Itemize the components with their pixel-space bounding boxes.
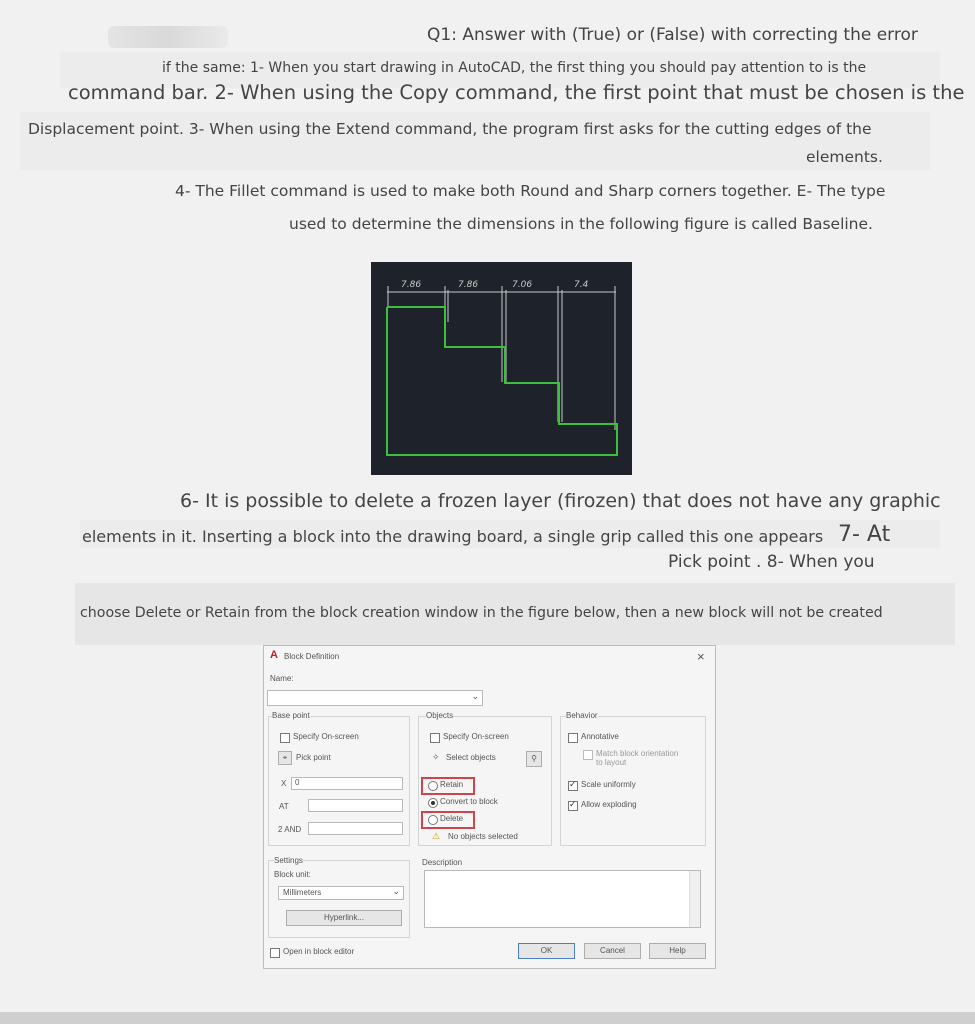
scale-uniformly-checkbox[interactable] (568, 781, 578, 791)
y-label: AT (279, 802, 289, 811)
delete-label: Delete (440, 814, 464, 823)
dimension-label-3: 7.06 (512, 280, 533, 290)
block-unit-value: Millimeters (283, 888, 322, 897)
convert-label: Convert to block (440, 797, 498, 806)
name-label: Name: (270, 674, 294, 683)
pick-point-label: Pick point (296, 753, 331, 762)
objects-status: No objects selected (448, 832, 518, 841)
question-line-9: 7- At (838, 522, 891, 547)
x-label: X (281, 779, 287, 788)
name-combobox[interactable] (267, 690, 483, 706)
question-line-6: used to determine the dimensions in the following figure is called Baseline. (289, 215, 873, 233)
hyperlink-button[interactable]: Hyperlink... (286, 910, 402, 926)
scale-uniformly-label: Scale uniformly (581, 780, 636, 789)
dialog-title: Block Definition (284, 652, 340, 661)
pick-point-button[interactable]: ⌖ (278, 751, 292, 765)
question-line-5: 4- The Fillet command is used to make both Round and Sharp corners together. E- The type (175, 182, 886, 200)
bottom-bar (0, 1012, 975, 1024)
block-unit-label: Block unit: (274, 870, 311, 879)
objects-specify-checkbox[interactable] (430, 733, 440, 743)
dimension-label-4: 7.4 (574, 280, 589, 290)
question-line-2: command bar. 2- When using the Copy command, the first point that must be chosen is the (68, 81, 965, 104)
description-label: Description (422, 858, 463, 867)
delete-radio[interactable] (428, 815, 438, 825)
close-icon[interactable]: × (697, 649, 705, 664)
question-line-4: elements. (806, 148, 883, 166)
match-orientation-label: Match block orientation (596, 749, 679, 758)
cancel-button[interactable]: Cancel (584, 943, 641, 959)
block-definition-dialog (263, 645, 716, 969)
match-orientation-checkbox[interactable] (583, 750, 593, 760)
scribble-mark (108, 26, 228, 48)
help-button[interactable]: Help (649, 943, 706, 959)
convert-radio[interactable] (428, 798, 438, 808)
question-line-10: Pick point . 8- When you (668, 552, 875, 572)
cad-dimension-figure (371, 262, 632, 475)
annotative-checkbox[interactable] (568, 733, 578, 743)
base-point-group-label: Base point (272, 711, 310, 720)
scrollbar[interactable] (689, 871, 700, 927)
question-line-7: 6- It is possible to delete a frozen layer (firozen) that does not have any graphic (180, 490, 941, 512)
settings-group-label: Settings (274, 856, 303, 865)
base-specify-label: Specify On-screen (293, 732, 359, 741)
retain-radio[interactable] (428, 781, 438, 791)
ok-button[interactable]: OK (518, 943, 575, 959)
cad-drawing (371, 262, 632, 475)
match-orientation-label-2: to layout (596, 758, 627, 767)
question-line-11: choose Delete or Retain from the block creation window in the figure below, then a new block will not be created (80, 605, 883, 621)
chevron-down-icon: ⌄ (392, 886, 400, 896)
allow-exploding-label: Allow exploding (581, 800, 637, 809)
y-field[interactable] (308, 799, 403, 812)
x-field[interactable] (291, 777, 403, 790)
objects-group-label: Objects (426, 711, 454, 720)
allow-exploding-checkbox[interactable] (568, 801, 578, 811)
select-objects-label: Select objects (446, 753, 496, 762)
z-field[interactable] (308, 822, 403, 835)
base-specify-checkbox[interactable] (280, 733, 290, 743)
autocad-logo-icon: A (270, 649, 278, 661)
warning-icon: ⚠ (432, 831, 441, 841)
question-line-3: Displacement point. 3- When using the Extend command, the program first asks for the cutting edges of the (28, 120, 872, 138)
x-value: 0 (295, 778, 300, 787)
z-label: 2 AND (278, 825, 302, 834)
block-unit-select[interactable] (278, 886, 404, 900)
chevron-down-icon: ⌄ (471, 691, 479, 701)
description-textarea[interactable] (424, 870, 701, 928)
question-heading: Q1: Answer with (True) or (False) with correcting the error (427, 25, 918, 45)
annotative-label: Annotative (581, 732, 619, 741)
select-objects-icon[interactable]: ✧ (432, 752, 440, 762)
dimension-label-2: 7.86 (458, 280, 479, 290)
quick-select-button[interactable]: ⚲ (526, 751, 542, 767)
open-editor-label: Open in block editor (283, 947, 355, 956)
question-line-8: elements in it. Inserting a block into the drawing board, a single grip called this one appears (82, 527, 824, 546)
behavior-group-label: Behavior (566, 711, 598, 720)
dimension-label-1: 7.86 (401, 280, 422, 290)
open-editor-checkbox[interactable] (270, 948, 280, 958)
objects-specify-label: Specify On-screen (443, 732, 509, 741)
retain-label: Retain (440, 780, 464, 789)
question-line-1: if the same: 1- When you start drawing in AutoCAD, the first thing you should pay attention to is the (162, 60, 867, 76)
